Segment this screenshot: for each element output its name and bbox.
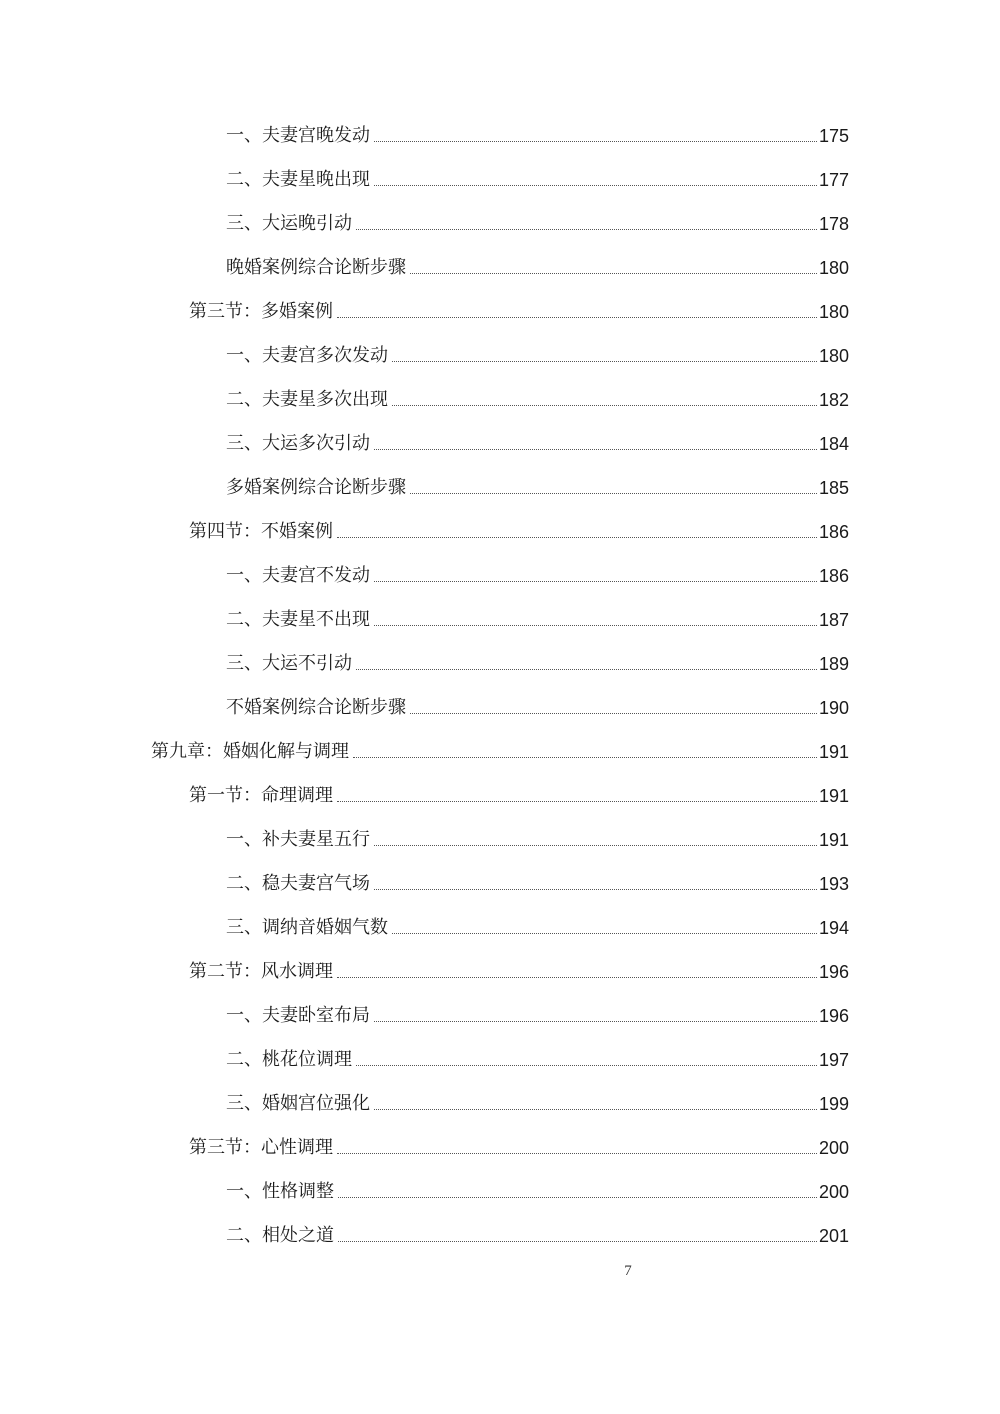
dot-leader (374, 845, 817, 846)
toc-entry-page: 180 (818, 302, 849, 322)
dot-leader (356, 229, 817, 230)
dot-leader (337, 317, 817, 318)
toc-entry-page: 196 (818, 962, 849, 982)
dot-leader (337, 1153, 817, 1154)
toc-entry-title: 第四节：不婚案例 (189, 521, 333, 542)
toc-entry-title: 第三节：心性调理 (189, 1137, 333, 1158)
toc-entry-title: 二、夫妻星不出现 (226, 609, 370, 630)
toc-entry-page: 189 (818, 654, 849, 674)
dot-leader (410, 493, 817, 494)
dot-leader (337, 537, 817, 538)
toc-entry-page: 197 (818, 1050, 849, 1070)
dot-leader (356, 669, 817, 670)
toc-entry-page: 191 (818, 786, 849, 806)
toc-entry[interactable] (226, 203, 849, 235)
toc-entry-page: 186 (818, 522, 849, 542)
dot-leader (337, 977, 817, 978)
page-number: 7 (624, 1263, 632, 1279)
toc-entry-title: 一、夫妻宫晚发动 (226, 125, 370, 146)
toc-entry[interactable] (226, 863, 849, 895)
toc-entry-title: 一、夫妻宫多次发动 (226, 345, 388, 366)
toc-entry-page: 180 (818, 346, 849, 366)
dot-leader (338, 1241, 817, 1242)
dot-leader (392, 405, 817, 406)
toc-entry-title: 第三节：多婚案例 (189, 301, 333, 322)
toc-entry[interactable] (226, 423, 849, 455)
dot-leader (374, 449, 817, 450)
toc-entry-title: 晚婚案例综合论断步骤 (226, 257, 406, 278)
toc-entry-title: 三、大运不引动 (226, 653, 352, 674)
dot-leader (374, 625, 817, 626)
dot-leader (374, 581, 817, 582)
toc-entry-page: 180 (818, 258, 849, 278)
toc-entry[interactable] (226, 1039, 849, 1071)
toc-entry-title: 二、稳夫妻宫气场 (226, 873, 370, 894)
toc-entry-page: 191 (818, 830, 849, 850)
toc-entry[interactable] (226, 555, 849, 587)
toc-entry[interactable] (226, 159, 849, 191)
toc-entry-title: 一、补夫妻星五行 (226, 829, 370, 850)
toc-entry-page: 175 (818, 126, 849, 146)
toc-entry-title: 第二节：风水调理 (189, 961, 333, 982)
dot-leader (374, 185, 817, 186)
toc-entry-page: 201 (818, 1226, 849, 1246)
toc-entry[interactable] (151, 731, 849, 763)
toc-entry-title: 一、性格调整 (226, 1181, 334, 1202)
toc-entry-title: 二、夫妻星晚出现 (226, 169, 370, 190)
toc-entry[interactable] (189, 291, 849, 323)
toc-entry-title: 第一节：命理调理 (189, 785, 333, 806)
toc-entry-page: 190 (818, 698, 849, 718)
toc-entry-page: 196 (818, 1006, 849, 1026)
toc-entry[interactable] (226, 599, 849, 631)
toc-entry[interactable] (189, 951, 849, 983)
toc-entry-title: 三、调纳音婚姻气数 (226, 917, 388, 938)
dot-leader (337, 801, 817, 802)
toc-entry-title: 一、夫妻宫不发动 (226, 565, 370, 586)
dot-leader (410, 713, 817, 714)
toc-entry[interactable] (226, 995, 849, 1027)
toc-entry[interactable] (226, 335, 849, 367)
toc-entry-title: 三、大运晚引动 (226, 213, 352, 234)
dot-leader (392, 933, 817, 934)
toc-entry[interactable] (226, 1171, 849, 1203)
toc-entry-page: 193 (818, 874, 849, 894)
toc-entry-page: 177 (818, 170, 849, 190)
toc-entry-page: 178 (818, 214, 849, 234)
toc-entry[interactable] (226, 687, 849, 719)
dot-leader (374, 1109, 817, 1110)
toc-entry-title: 三、大运多次引动 (226, 433, 370, 454)
toc-entry-title: 二、夫妻星多次出现 (226, 389, 388, 410)
toc-entry[interactable] (226, 1215, 849, 1247)
toc-entry-page: 199 (818, 1094, 849, 1114)
toc-entry-title: 多婚案例综合论断步骤 (226, 477, 406, 498)
toc-entry-title: 不婚案例综合论断步骤 (226, 697, 406, 718)
toc-entry[interactable] (226, 467, 849, 499)
dot-leader (353, 757, 817, 758)
toc-entry-title: 第九章：婚姻化解与调理 (151, 741, 349, 762)
dot-leader (410, 273, 817, 274)
toc-entry[interactable] (189, 511, 849, 543)
toc-entry-page: 191 (818, 742, 849, 762)
dot-leader (374, 141, 817, 142)
toc-entry-title: 一、夫妻卧室布局 (226, 1005, 370, 1026)
toc-entry-page: 186 (818, 566, 849, 586)
toc-entry-page: 185 (818, 478, 849, 498)
toc-entry[interactable] (226, 819, 849, 851)
toc-entry[interactable] (226, 1083, 849, 1115)
toc-entry[interactable] (226, 115, 849, 147)
toc-entry-title: 三、婚姻宫位强化 (226, 1093, 370, 1114)
toc-entry[interactable] (226, 247, 849, 279)
toc-entry[interactable] (189, 1127, 849, 1159)
toc-entry[interactable] (226, 907, 849, 939)
dot-leader (374, 1021, 817, 1022)
toc-entry-page: 182 (818, 390, 849, 410)
toc-entry[interactable] (226, 643, 849, 675)
toc-entry[interactable] (189, 775, 849, 807)
toc-entry-title: 二、相处之道 (226, 1225, 334, 1246)
toc-entry-page: 200 (818, 1182, 849, 1202)
toc-entry-page: 200 (818, 1138, 849, 1158)
dot-leader (392, 361, 817, 362)
toc-entry-page: 187 (818, 610, 849, 630)
dot-leader (356, 1065, 817, 1066)
dot-leader (338, 1197, 817, 1198)
toc-entry-title: 二、桃花位调理 (226, 1049, 352, 1070)
toc-entry-page: 194 (818, 918, 849, 938)
dot-leader (374, 889, 817, 890)
toc-entry-page: 184 (818, 434, 849, 454)
toc-entry[interactable] (226, 379, 849, 411)
